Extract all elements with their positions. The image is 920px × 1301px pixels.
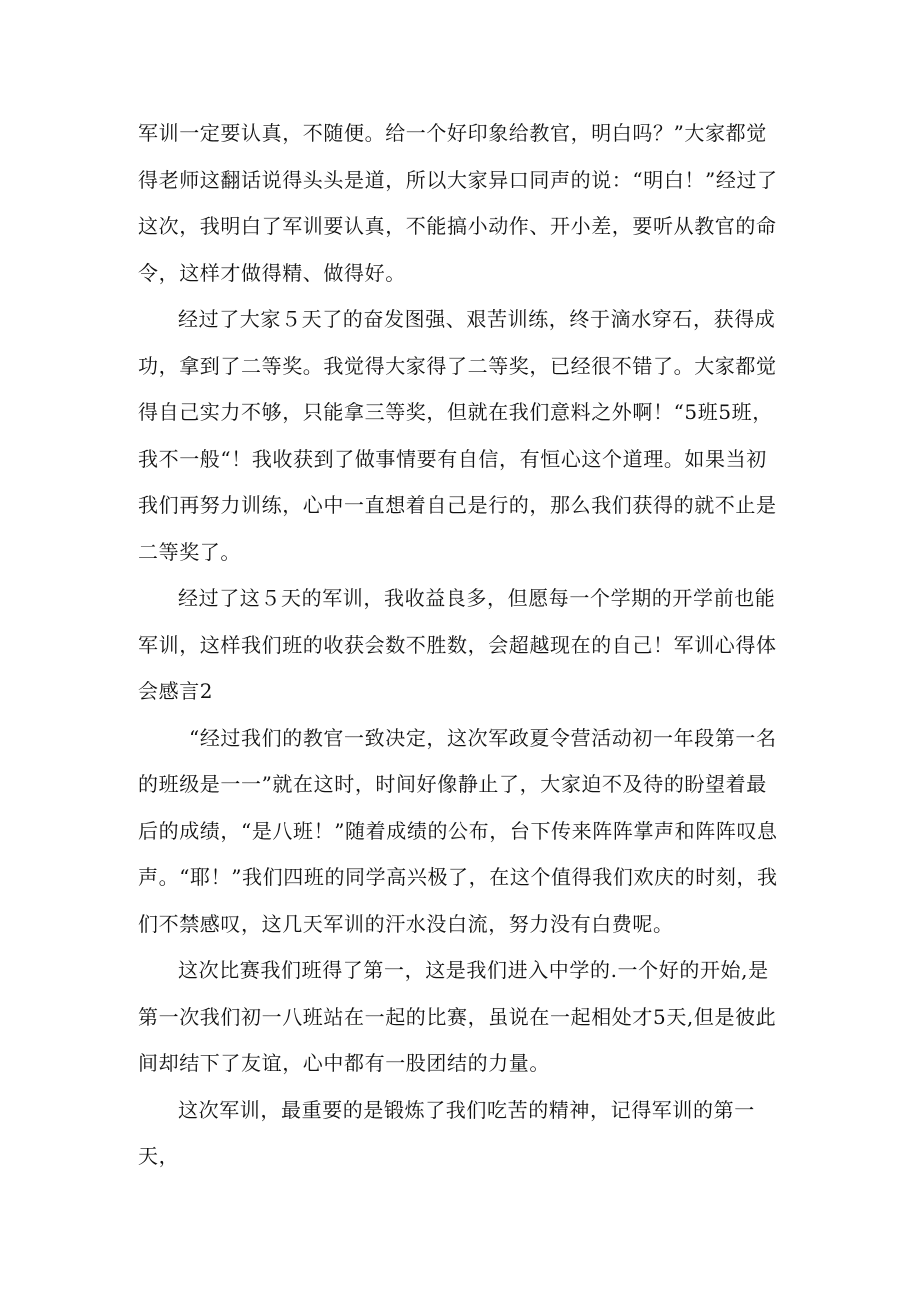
paragraph-3: 经过了这５天的军训，我收益良多，但愿每一个学期的开学前也能军训，这样我们班的收获会数不胜数，会超越现在的自己！军训心得体会感言2 bbox=[138, 586, 777, 703]
article-body bbox=[138, 110, 786, 1180]
paragraph-4: “经过我们的教官一致决定，这次军政夏令营活动初一年段第一名的班级是一一”就在这时，时间好像静止了，大家迫不及待的盼望着最后的成绩，“是八班！”随着成绩的公布，台下传来阵阵掌声和阵阵叹息声。“耶！”我们四班的同学高兴极了，在这个值得我们欢庆的时刻，我们不禁感叹，这几天军训的汗水没白流，努力没有白费呢。 bbox=[138, 725, 778, 936]
paragraph-2: 经过了大家５天了的奋发图强、艰苦训练，终于滴水穿石，获得成功，拿到了二等奖。我觉得大家得了二等奖，已经很不错了。大家都觉得自己实力不够，只能拿三等奖，但就在我们意料之外啊！“5班5班，我不一般“！我收获到了做事情要有自信，有恒心这个道理。如果当初我们再努力训练，心中一直想着自己是行的，那么我们获得的就不止是二等奖了。 bbox=[138, 307, 777, 564]
paragraph-5: 这次比赛我们班得了第一，这是我们进入中学的.一个好的开始,是第一次我们初一八班站在一起的比赛，虽说在一起相处才5天,但是彼此间却结下了友谊，心中都有一股团结的力量。 bbox=[138, 958, 777, 1075]
paragraph-6: 这次军训，最重要的是锻炼了我们吃苦的精神，记得军训的第一天， bbox=[138, 1097, 755, 1168]
paragraph-1: 军训一定要认真，不随便。给一个好印象给教官，明白吗？”大家都觉得老师这翻话说得头头是道，所以大家异口同声的说：“明白！”经过了这次，我明白了军训要认真，不能搞小动作、开小差，要听从教官的命令，这样才做得精、做得好。 bbox=[138, 121, 778, 285]
